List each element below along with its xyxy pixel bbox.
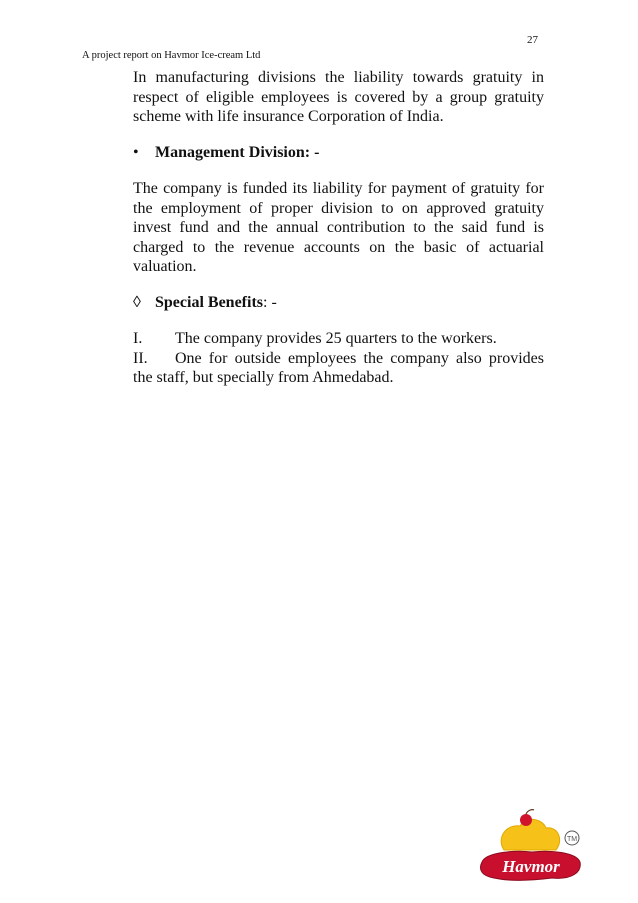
document-body xyxy=(133,68,544,388)
registered-mark-text: TM xyxy=(566,836,578,843)
page-number: 27 xyxy=(527,34,538,46)
diamond-bullet-icon: ◊ xyxy=(133,293,141,311)
havmor-logo xyxy=(476,808,586,888)
management-division-heading xyxy=(133,143,544,163)
list-item xyxy=(133,329,544,349)
list-number: II. xyxy=(133,349,148,367)
bullet-icon: • xyxy=(133,143,139,161)
cherry-icon xyxy=(520,814,532,826)
heading-text: Special Benefits xyxy=(155,293,263,311)
management-division-paragraph: The company is funded its liability for payment of gratuity for the employment of proper division to on approved gratuity invest fund and the annual contribution to the said fund is charged to the revenue accounts on the basic of actuarial valuation. xyxy=(133,180,544,275)
list-number: I. xyxy=(133,330,143,347)
special-benefits-heading xyxy=(133,293,544,313)
gratuity-paragraph: In manufacturing divisions the liability towards gratuity in respect of eligible employees is covered by a group gratuity scheme with life insurance Corporation of India. xyxy=(133,69,544,125)
list-text: One for outside employees the company also provides the staff, but specially from Ahmedabad. xyxy=(133,349,544,386)
heading-text: Management Division: - xyxy=(155,143,320,161)
havmor-logo-graphic xyxy=(476,808,586,888)
heading-suffix: : - xyxy=(263,293,277,311)
running-header: A project report on Havmor Ice-cream Ltd xyxy=(82,50,261,61)
logo-brand-text: Havmor xyxy=(502,857,560,876)
list-text: The company provides 25 quarters to the workers. xyxy=(175,330,497,347)
list-item xyxy=(133,349,544,388)
